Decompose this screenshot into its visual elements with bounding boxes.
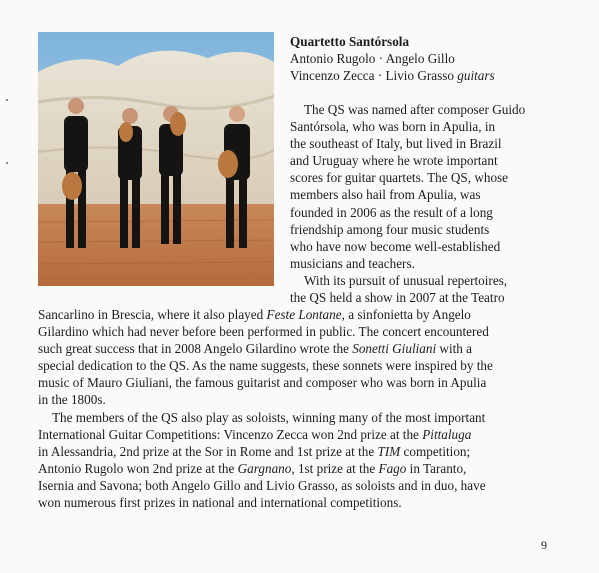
member-role: guitars	[457, 68, 495, 83]
text-run: , 1st prize at the	[291, 461, 379, 477]
repertoire-line: special dedication to the QS. As the name suggests, these sonnets were inspired by the	[38, 358, 493, 374]
history-line: Santórsola, who was born in Apulia, in	[290, 119, 496, 135]
repertoire-line	[38, 306, 583, 323]
competition-name: Gargnano	[237, 461, 292, 477]
competition-name: Fago	[378, 461, 407, 477]
history-line: members also hail from Apulia, was	[290, 187, 481, 203]
text-run: with a	[436, 341, 473, 357]
text-run: International Guitar Competitions: Vincenzo Zecca won 2nd prize at the	[38, 427, 423, 443]
margin-mark	[6, 99, 8, 101]
prizes-line	[38, 426, 583, 443]
repertoire-line: music of Mauro Giuliani, the famous guitarist and composer who was born in Apulia	[38, 375, 487, 391]
members-line-2	[290, 67, 580, 84]
ensemble-header	[290, 33, 580, 84]
repertoire-line: the QS held a show in 2007 at the Teatro	[290, 290, 505, 306]
history-line: scores for guitar quartets. The QS, whose	[290, 170, 509, 186]
prizes-line	[38, 443, 583, 460]
prizes-line: The members of the QS also play as soloists, winning many of the most important	[52, 410, 486, 425]
text-run: , a sinfonietta by Angelo	[341, 307, 471, 322]
competition-name: TIM	[377, 444, 401, 460]
member-names: Vincenzo Zecca · Livio Grasso	[290, 68, 458, 83]
work-title: Feste Lontane	[266, 307, 342, 322]
history-line: friendship among four music students	[290, 221, 490, 237]
repertoire-line: Gilardino which had never before been performed in public. The concert encountered	[38, 324, 489, 340]
text-run: in Taranto,	[406, 461, 467, 477]
work-title: Sonetti Giuliani	[352, 341, 437, 357]
text-run: in Alessandria, 2nd prize at the Sor in Rome and 1st prize at the	[38, 444, 378, 460]
paragraph-prizes	[38, 409, 583, 512]
prizes-line: won numerous first prizes in national and international competitions.	[38, 495, 402, 511]
text-run: Antonio Rugolo won 2nd prize at the	[38, 461, 238, 477]
group-photo-icon	[38, 32, 274, 286]
paragraph-history	[290, 101, 580, 306]
competition-name: Pittaluga	[422, 427, 472, 443]
history-line: musicians and teachers.	[290, 255, 415, 271]
prizes-line: Isernia and Savona; both Angelo Gillo and Livio Grasso, as soloists and in duo, have	[38, 478, 486, 494]
text-run: competition;	[400, 444, 471, 460]
members-line-1: Antonio Rugolo · Angelo Gillo	[290, 51, 455, 66]
history-line: the southeast of Italy, but lived in Brazil	[290, 136, 502, 152]
history-line: founded in 2006 as the result of a long	[290, 204, 493, 220]
text-run: such great success that in 2008 Angelo Gilardino wrote the	[38, 341, 353, 357]
history-line: and Uruguay where he wrote important	[290, 153, 498, 169]
margin-mark	[6, 162, 8, 164]
history-line: who have now become well-established	[290, 238, 501, 254]
group-photo	[38, 32, 274, 286]
repertoire-line: in the 1800s.	[38, 392, 106, 408]
text-run: Sancarlino in Brescia, where it also played	[38, 307, 267, 322]
ensemble-title: Quartetto Santórsola	[290, 34, 410, 49]
repertoire-line: With its pursuit of unusual repertoires,	[304, 272, 508, 288]
prizes-line	[38, 460, 583, 477]
repertoire-line	[38, 340, 583, 357]
page-number: 9	[541, 538, 547, 552]
paragraph-repertoire	[38, 306, 583, 409]
history-line: The QS was named after composer Guido	[304, 102, 526, 117]
